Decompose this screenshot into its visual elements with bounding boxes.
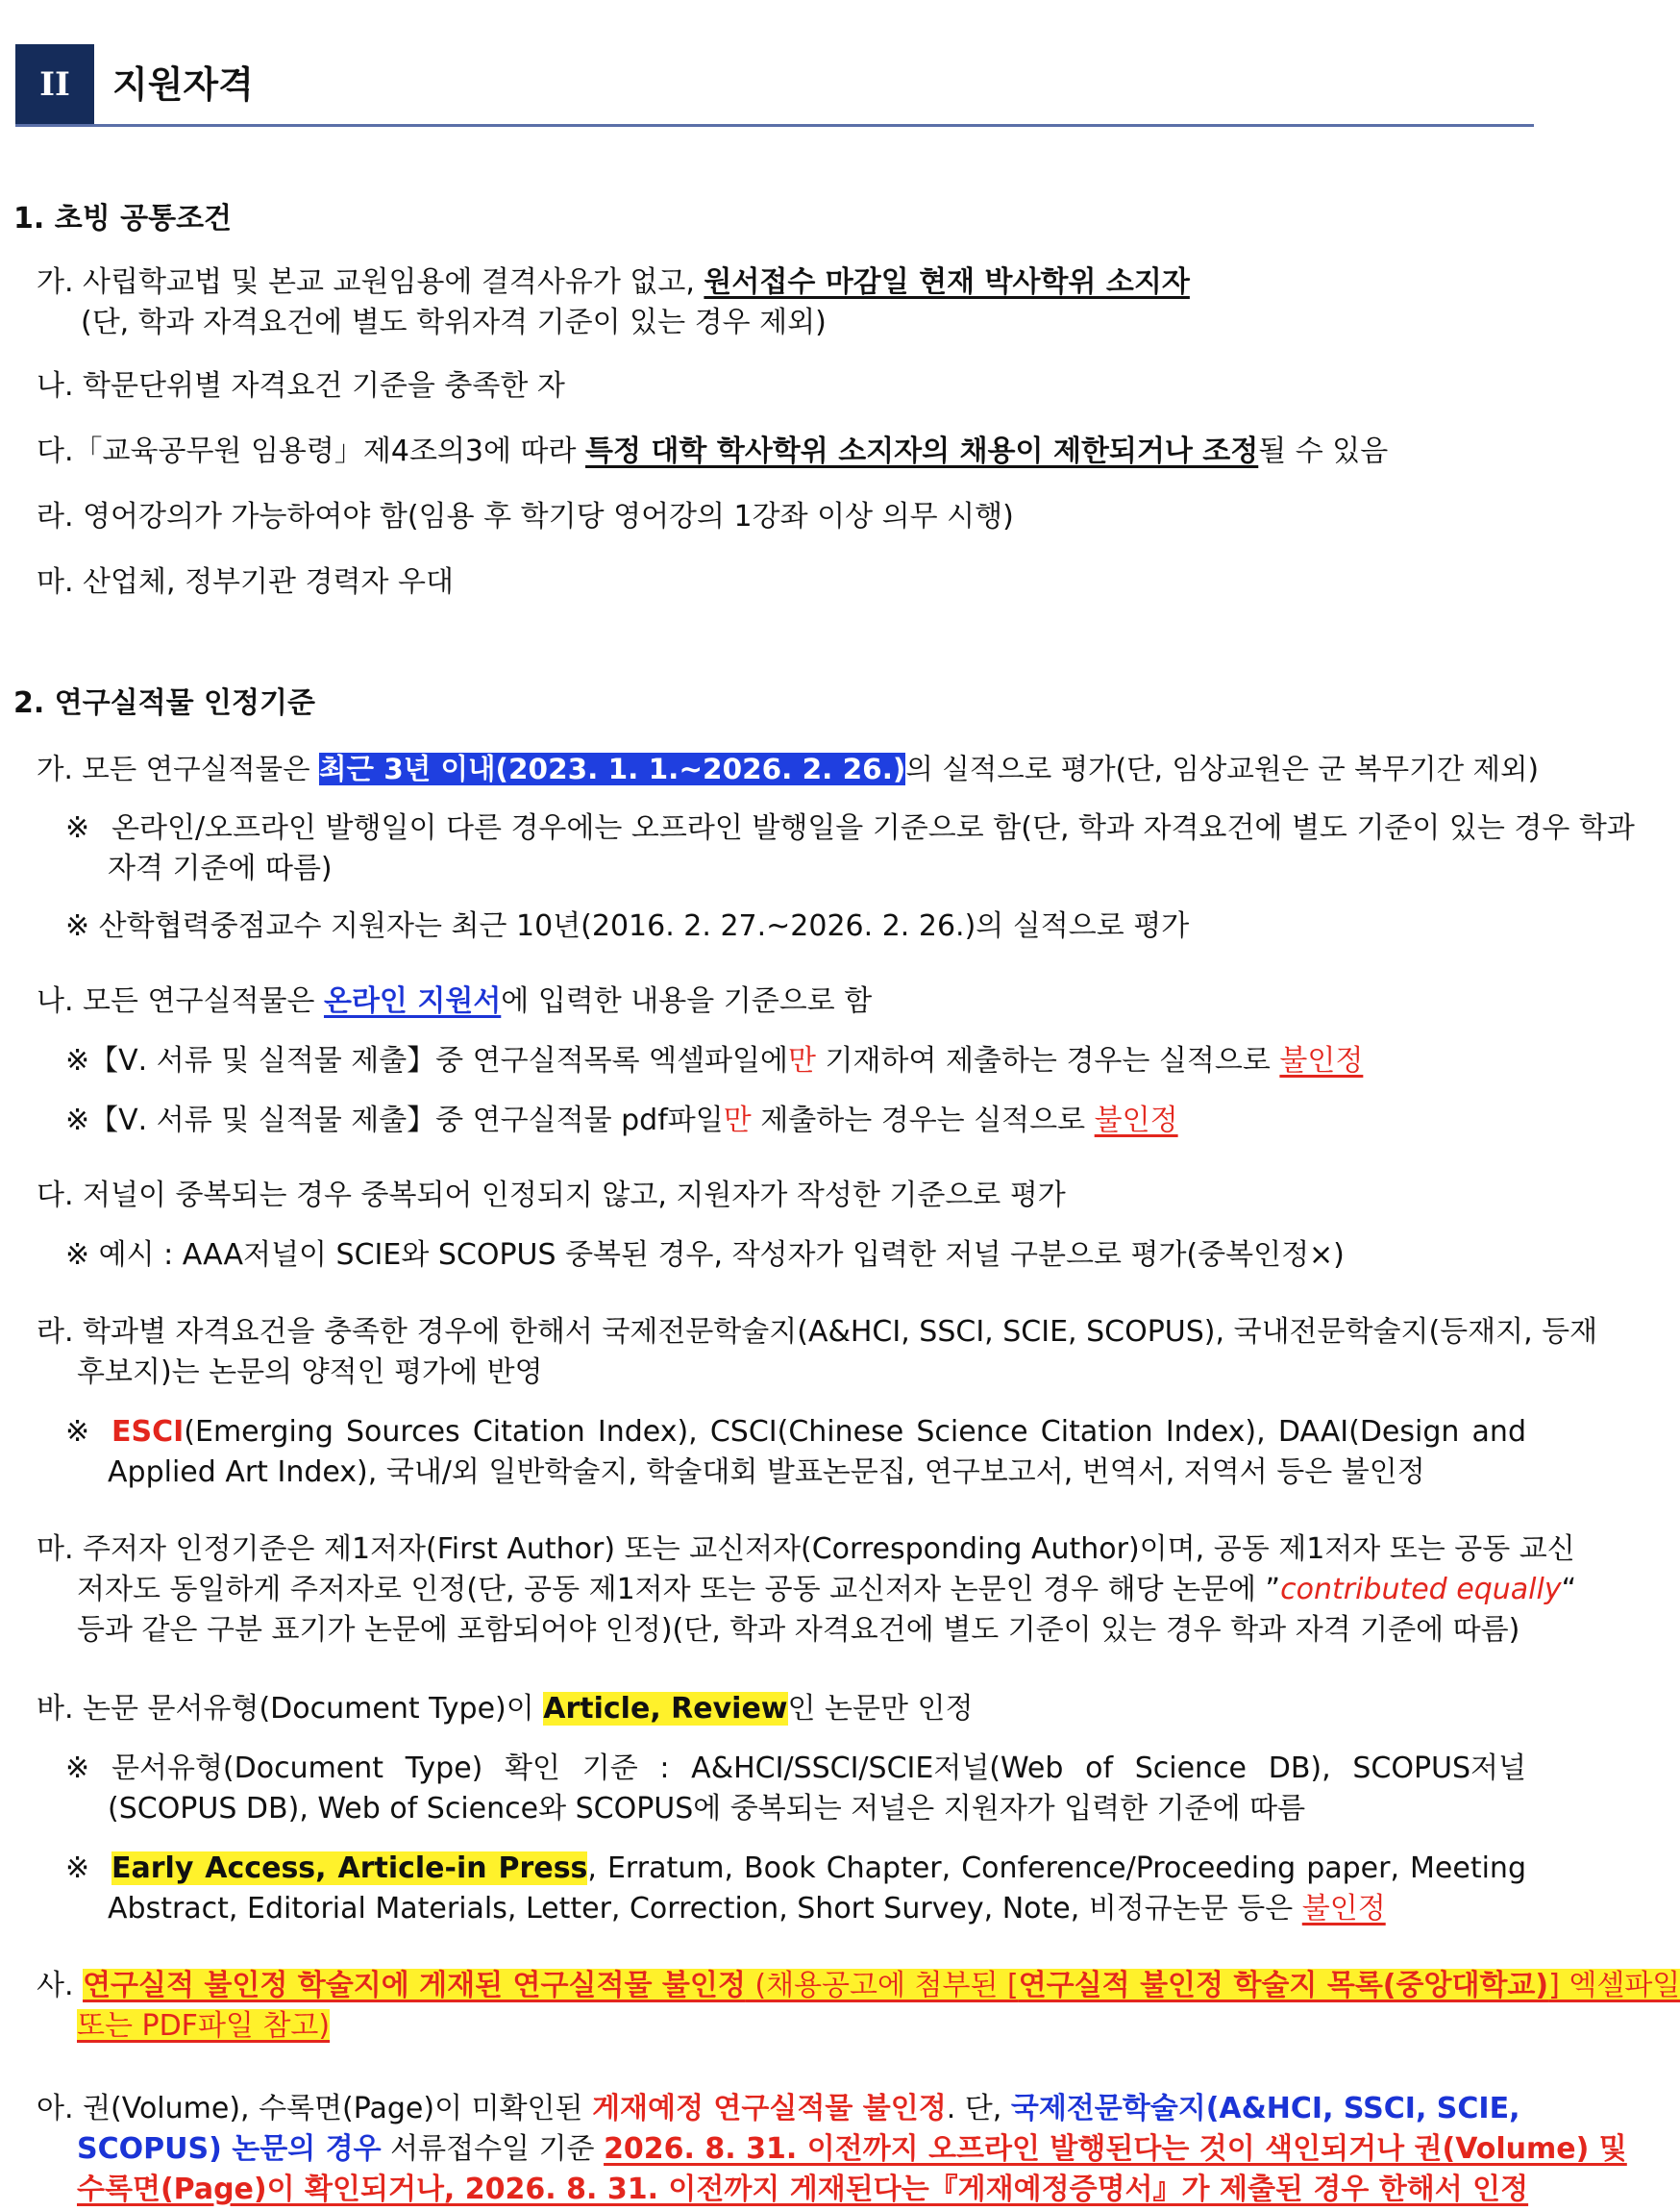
section-2-title: 2. 연구실적물 인정기준 [13,686,315,720]
s2-ba-note1-line2: (SCOPUS DB), Web of Science와 SCOPUS에 중복되는 저널은 지원자가 입력한 기준에 따름 [108,1792,1306,1826]
s2-ba-note2-highlight: Early Access, Article-in Press [111,1851,588,1885]
s2-item-ga: 가. 모든 연구실적물은 최근 3년 이내(2023. 1. 1.~2026. 2. 26.)의 실적으로 평가(단, 임상교원은 군 복무기간 제외) [37,753,1539,785]
s2-ba-highlight: Article, Review [543,1692,788,1726]
s2-item-sa-line2: 또는 PDF파일 참고) [77,2009,331,2043]
s2-sa-highlight: 연구실적 불인정 학술지에 게재된 연구실적물 불인정 (채용공고에 첨부된 [연구실적 불인정 학술지 목록(중앙대학교)] 엑셀파일 [83,1969,1680,2002]
s2-item-da: 다. 저널이 중복되는 경우 중복되어 인정되지 않고, 지원자가 작성한 기준으로 평가 [37,1179,1066,1212]
s2-na-note2: ※【Ⅴ. 서류 및 실적물 제출】중 연구실적물 pdf파일만 제출하는 경우는 실적으로 불인정 [65,1104,1178,1137]
s2-item-sa-line1: 사. 연구실적 불인정 학술지에 게재된 연구실적물 불인정 (채용공고에 첨부된 [연구실적 불인정 학술지 목록(중앙대학교)] 엑셀파일 [37,1969,1680,2002]
s2-aa-intl-journals: 국제전문학술지(A&HCI, SSCI, SCIE, [1010,2092,1520,2125]
s2-ga-note2: ※ 산학협력중점교수 지원자는 최근 10년(2016. 2. 27.~2026. 2. 26.)의 실적으로 평가 [65,909,1190,943]
s2-ba-note1-line1: ※ 문서유형(Document Type) 확인 기준 : A&HCI/SSCI/SCIE저널(Web of Science DB), SCOPUS저널 [65,1751,1526,1785]
s2-na-note2-reject: 불인정 [1094,1104,1178,1137]
s1-da-emphasis: 특정 대학 학사학위 소지자의 채용이 제한되거나 조정 [585,435,1259,468]
s2-ra-esci: ESCI [111,1415,185,1449]
s2-ra-note-line1: ※ ESCI(Emerging Sources Citation Index), CSCI(Chinese Science Citation Index), DAAI(Design and [65,1415,1526,1449]
s2-aa-condition: 2026. 8. 31. 이전까지 오프라인 발행된다는 것이 색인되거나 권(Volume) 및 [604,2132,1627,2166]
s2-na-note1-reject: 불인정 [1279,1044,1364,1078]
s2-item-aa-line1: 아. 권(Volume), 수록면(Page)이 미확인된 게재예정 연구실적물 불인정. 단, 국제전문학술지(A&HCI, SSCI, SCIE, [37,2092,1520,2125]
s2-item-aa-line3: 수록면(Page)이 확인되거나, 2026. 8. 31. 이전까지 게재된다는『게재예정증명서』가 제출된 경우 한해서 인정 [77,2173,1529,2206]
s1-item-ga-line2: (단, 학과 자격요건에 별도 학위자격 기준이 있는 경우 제외) [81,306,827,339]
chapter-number-badge: II [15,44,94,125]
s2-da-note: ※ 예시 : AAA저널이 SCIE와 SCOPUS 중복된 경우, 작성자가 입력한 저널 구분으로 평가(중복인정×) [65,1238,1345,1272]
s2-item-ra-line1: 라. 학과별 자격요건을 충족한 경우에 한해서 국제전문학술지(A&HCI, SSCI, SCIE, SCOPUS), 국내전문학술지(등재지, 등재 [37,1315,1598,1349]
s2-na-note1: ※【Ⅴ. 서류 및 실적물 제출】중 연구실적목록 엑셀파일에만 기재하여 제출하는 경우는 실적으로 불인정 [65,1044,1364,1078]
s2-ga-highlight: 최근 3년 이내(2023. 1. 1.~2026. 2. 26.) [318,753,906,785]
s2-ma-contributed-equally: contributed equally [1280,1573,1562,1606]
s2-ba-note2-line2: Abstract, Editorial Materials, Letter, Correction, Short Survey, Note, 비정규논문 등은 불인정 [108,1892,1386,1925]
s2-ba-note2-line1: ※ Early Access, Article-in Press, Erratum, Book Chapter, Conference/Proceeding paper, Meeting [65,1851,1526,1885]
s2-ga-note1-line1: ※ 온라인/오프라인 발행일이 다른 경우에는 오프라인 발행일을 기준으로 함(단, 학과 자격요건에 별도 기준이 있는 경우 학과 [65,811,1635,845]
s2-item-ma-line1: 마. 주저자 인정기준은 제1저자(First Author) 또는 교신저자(Corresponding Author)이며, 공동 제1저자 또는 공동 교신 [37,1532,1575,1566]
header-divider [15,124,1534,127]
s2-ba-note2-reject: 불인정 [1301,1892,1386,1925]
s2-na-emphasis: 온라인 지원서 [323,984,502,1018]
s1-item-da: 다.「교육공무원 임용령」제4조의3에 따라 특정 대학 학사학위 소지자의 채용이 제한되거나 조정될 수 있음 [37,435,1389,468]
s2-item-na: 나. 모든 연구실적물은 온라인 지원서에 입력한 내용을 기준으로 함 [37,984,873,1018]
s2-item-ba: 바. 논문 문서유형(Document Type)이 Article, Review인 논문만 인정 [37,1692,974,1726]
chapter-title: 지원자격 [112,63,254,106]
s1-item-ra: 라. 영어강의가 가능하여야 함(임용 후 학기당 영어강의 1강좌 이상 의무 시행) [37,500,1014,534]
chapter-header [15,44,1534,125]
s2-aa-pending-reject: 게재예정 연구실적물 불인정 [592,2092,947,2125]
s1-item-na: 나. 학문단위별 자격요건 기준을 충족한 자 [37,369,565,403]
s1-item-ma: 마. 산업체, 정부기관 경력자 우대 [37,565,454,599]
section-1-title: 1. 초빙 공통조건 [13,202,233,236]
s1-ga-emphasis: 원서접수 마감일 현재 박사학위 소지자 [704,265,1190,299]
s2-ra-note-line2: Applied Art Index), 국내/외 일반학술지, 학술대회 발표논문집, 연구보고서, 번역서, 저역서 등은 불인정 [108,1455,1425,1489]
s2-ga-note1-line2: 자격 기준에 따름) [108,852,333,885]
s2-item-aa-line2: SCOPUS) 논문의 경우 서류접수일 기준 2026. 8. 31. 이전까지 오프라인 발행된다는 것이 색인되거나 권(Volume) 및 [77,2132,1627,2166]
s2-item-ra-line2: 후보지)는 논문의 양적인 평가에 반영 [77,1355,543,1389]
s2-item-ma-line2: 저자도 동일하게 주저자로 인정(단, 공동 제1저자 또는 공동 교신저자 논문인 경우 해당 논문에 ”contributed equally“ [77,1573,1577,1606]
s1-item-ga-line1: 가. 사립학교법 및 본교 교원임용에 결격사유가 없고, 원서접수 마감일 현재 박사학위 소지자 [37,265,1190,299]
s2-item-ma-line3: 등과 같은 구분 표기가 논문에 포함되어야 인정)(단, 학과 자격요건에 별도 기준이 있는 경우 학과 자격 기준에 따름) [77,1613,1520,1647]
